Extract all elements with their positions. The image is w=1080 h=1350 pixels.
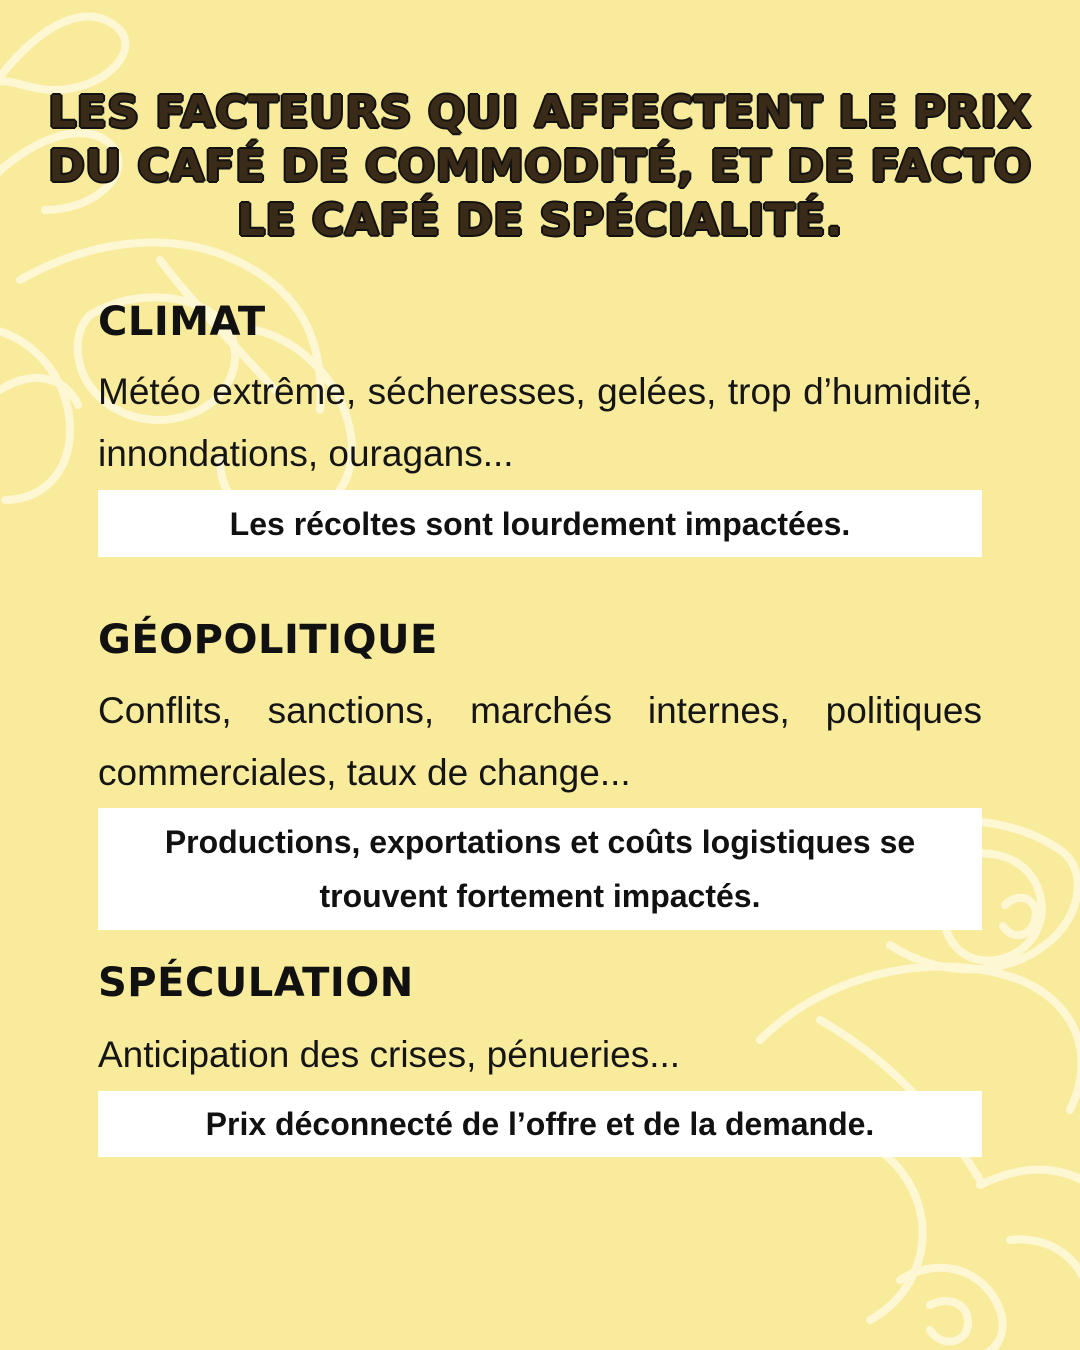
section-text-speculation: Anticipation des crises, pénueries... [98, 1034, 681, 1075]
highlight-box-climat [98, 490, 982, 557]
highlight-text-climat: Les récoltes sont lourdement impactées. [229, 505, 851, 542]
section-text-climat: Météo extrême, sécheresses, gelées, trop d’humidité, innondations, ouragans... [98, 371, 982, 474]
section-text-geopolitique: Conflits, sanctions, marchés internes, politiques commerciales, taux de change... [98, 690, 982, 793]
section-heading-climat: CLIMAT [98, 299, 266, 345]
section-heading-speculation: SPÉCULATION [98, 960, 414, 1006]
page-title: LES FACTEURS QUI AFFECTENT LE PRIX DU CAFÉ DE COMMODITÉ, ET DE FACTO LE CAFÉ DE SPÉCIALITÉ. [48, 87, 1032, 246]
highlight-text-speculation: Prix déconnecté de l’offre et de la demande. [205, 1106, 875, 1142]
highlight-box-speculation [98, 1091, 982, 1157]
highlight-box-geopolitique [98, 808, 982, 930]
highlight-text-geopolitique: Productions, exportations et coûts logistiques se trouvent fortement impactés. [164, 824, 916, 914]
section-heading-geopolitique: GÉOPOLITIQUE [98, 617, 438, 663]
